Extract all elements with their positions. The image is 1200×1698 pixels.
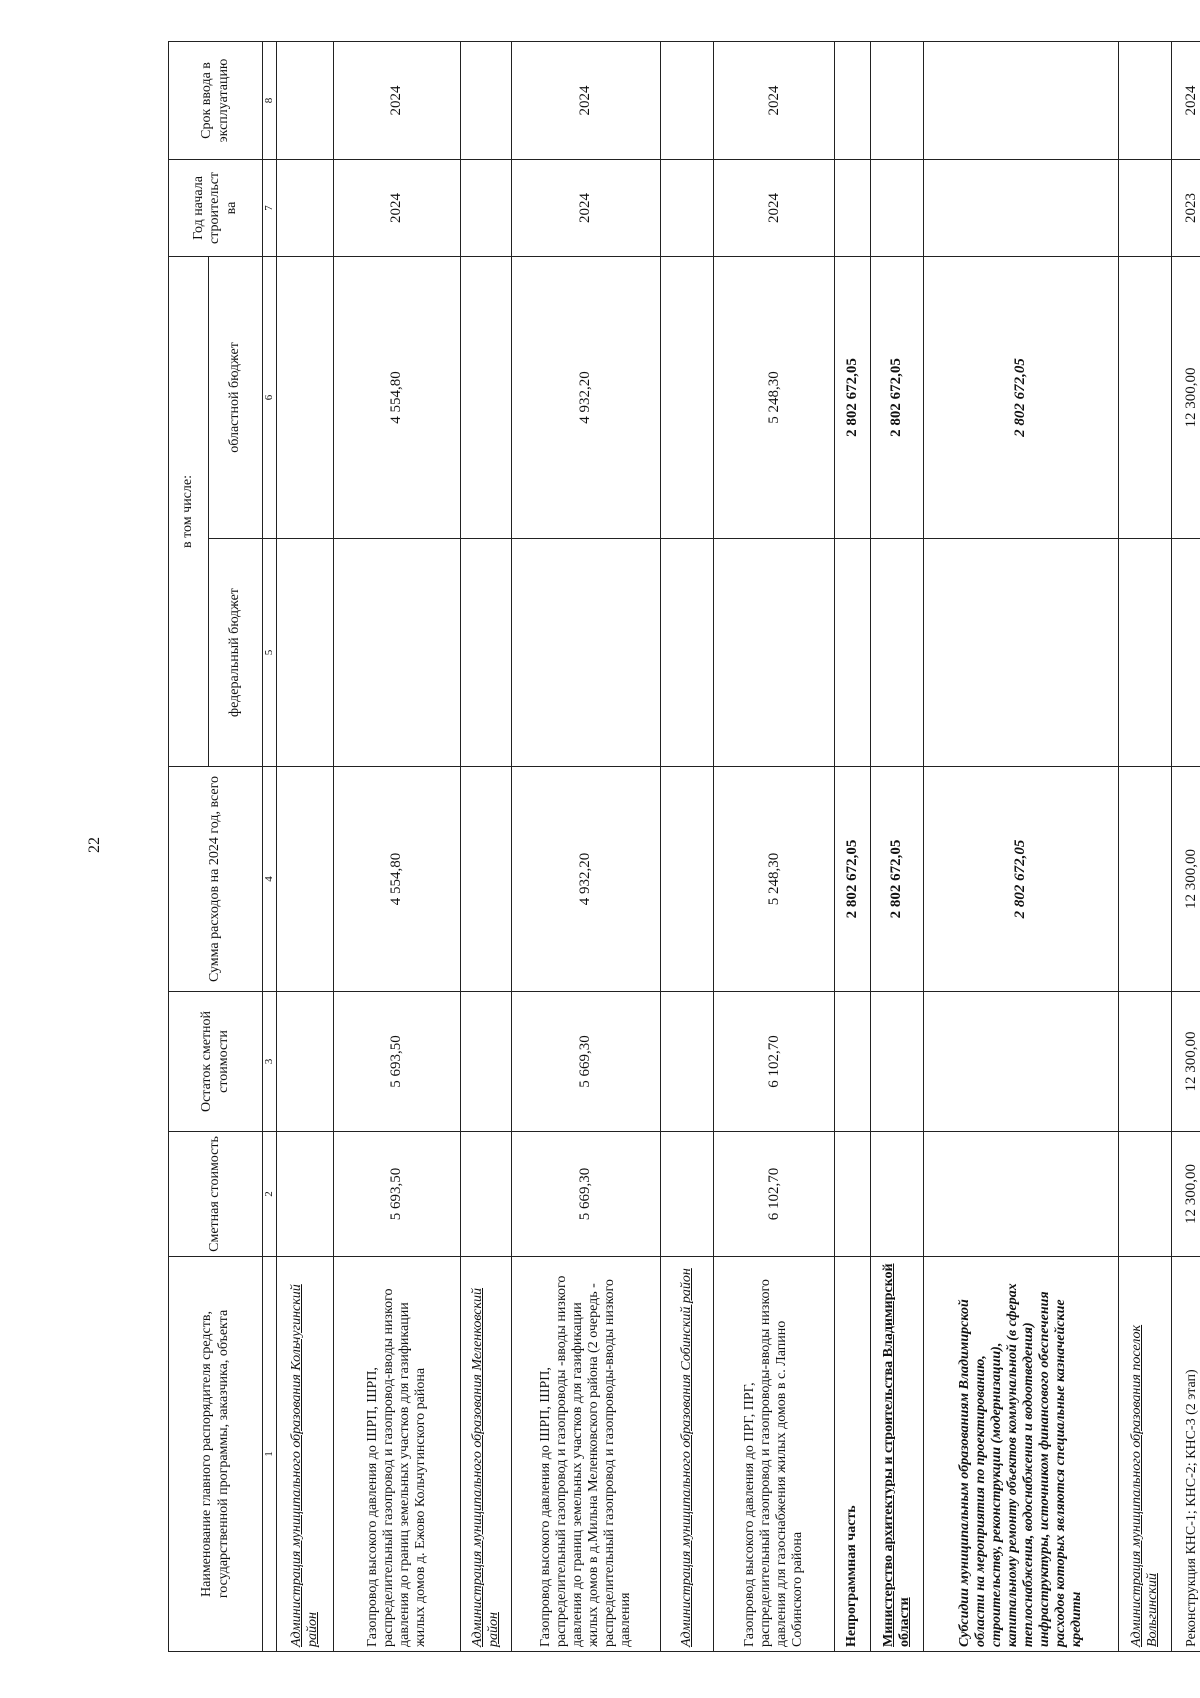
cell-regional — [1118, 256, 1171, 538]
cell-federal — [1172, 539, 1200, 767]
budget-table — [168, 41, 1200, 1652]
cell-commissioning — [461, 41, 512, 159]
column-number: 2 — [263, 1132, 277, 1257]
row-name: Газопровод высокого давления до ПРГ, ПРГ, распределительный газопровод и газопроводы-вводы низкого давления для газоснабжения жилых домов в с. Лапино Собинского района — [714, 1257, 835, 1652]
header-federal: федеральный бюджет — [209, 539, 263, 767]
cell-estimated-cost — [461, 1132, 512, 1257]
column-number: 1 — [263, 1257, 277, 1652]
header-row — [169, 41, 209, 1651]
cell-remaining-cost: 6 102,70 — [714, 992, 835, 1132]
cell-remaining-cost — [835, 992, 871, 1132]
cell-estimated-cost: 5 693,50 — [333, 1132, 460, 1257]
cell-start-year — [870, 159, 923, 256]
rotated-table-container — [168, 42, 1200, 1652]
row-name: Газопровод высокого давления до ШРП, ШРП, распределительный газопровод и газопроводы -вводы низкого давления до границ земельных участков для газификации жилых домов в д.Мильна Меленковского района (2 очередь - распределительный газопровод и газопроводы-вводы низкого давления — [511, 1257, 660, 1652]
cell-estimated-cost — [660, 1132, 713, 1257]
cell-commissioning: 2024 — [714, 41, 835, 159]
cell-commissioning — [1118, 41, 1171, 159]
cell-start-year — [1118, 159, 1171, 256]
cell-federal — [660, 539, 713, 767]
cell-estimated-cost — [835, 1132, 871, 1257]
cell-commissioning — [276, 41, 333, 159]
cell-regional: 12 300,00 — [1172, 256, 1200, 538]
row-name: Администрация муниципального образования Кольчугинский район — [276, 1257, 333, 1652]
cell-start-year: 2024 — [333, 159, 460, 256]
cell-total-2024: 4 932,20 — [511, 767, 660, 992]
cell-total-2024: 2 802 672,05 — [835, 767, 871, 992]
cell-commissioning — [660, 41, 713, 159]
row-name: Газопровод высокого давления до ШРП, ШРП, распределительный газопровод и газопровод-вводы низкого давления до границ земельных участков для газификации жилых домов д. Ежово Кольчугинского района — [333, 1257, 460, 1652]
cell-total-2024: 2 802 672,05 — [924, 767, 1119, 992]
table-row — [924, 41, 1119, 1651]
column-number: 8 — [263, 41, 277, 159]
cell-federal — [276, 539, 333, 767]
cell-regional — [660, 256, 713, 538]
cell-federal — [835, 539, 871, 767]
header-total-2024: Сумма расходов на 2024 год, всего — [169, 767, 263, 992]
cell-start-year — [660, 159, 713, 256]
cell-regional: 2 802 672,05 — [870, 256, 923, 538]
cell-estimated-cost — [276, 1132, 333, 1257]
cell-start-year — [461, 159, 512, 256]
column-number: 7 — [263, 159, 277, 256]
cell-federal — [1118, 539, 1171, 767]
cell-remaining-cost: 5 693,50 — [333, 992, 460, 1132]
column-number: 6 — [263, 256, 277, 538]
table-row — [1118, 41, 1171, 1651]
cell-estimated-cost — [924, 1132, 1119, 1257]
cell-regional: 4 932,20 — [511, 256, 660, 538]
cell-total-2024 — [276, 767, 333, 992]
cell-start-year: 2024 — [511, 159, 660, 256]
cell-commissioning: 2024 — [1172, 41, 1200, 159]
cell-regional: 2 802 672,05 — [835, 256, 871, 538]
row-name: Реконструкция КНС-1; КНС-2; КНС-3 (2 этап) — [1172, 1257, 1200, 1652]
cell-start-year — [835, 159, 871, 256]
cell-remaining-cost — [870, 992, 923, 1132]
cell-regional: 2 802 672,05 — [924, 256, 1119, 538]
cell-remaining-cost: 12 300,00 — [1172, 992, 1200, 1132]
header-commissioning: Срок ввода в эксплуатацию — [169, 41, 263, 159]
table-row — [276, 41, 333, 1651]
column-number: 3 — [263, 992, 277, 1132]
cell-start-year: 2023 — [1172, 159, 1200, 256]
cell-federal — [461, 539, 512, 767]
cell-start-year: 2024 — [714, 159, 835, 256]
table-row — [511, 41, 660, 1651]
table-row — [461, 41, 512, 1651]
cell-total-2024: 12 300,00 — [1172, 767, 1200, 992]
cell-remaining-cost: 5 669,30 — [511, 992, 660, 1132]
header-regional: областной бюджет — [209, 256, 263, 538]
table-row — [714, 41, 835, 1651]
cell-start-year — [924, 159, 1119, 256]
cell-federal — [511, 539, 660, 767]
cell-total-2024: 4 554,80 — [333, 767, 460, 992]
cell-commissioning: 2024 — [333, 41, 460, 159]
row-name: Министерство архитектуры и строительства Владимирской области — [870, 1257, 923, 1652]
table-row — [870, 41, 923, 1651]
cell-remaining-cost — [1118, 992, 1171, 1132]
cell-start-year — [276, 159, 333, 256]
column-number-row — [263, 41, 277, 1651]
table-row — [835, 41, 871, 1651]
cell-federal — [333, 539, 460, 767]
cell-remaining-cost — [276, 992, 333, 1132]
cell-estimated-cost: 12 300,00 — [1172, 1132, 1200, 1257]
header-in-total: в том числе: — [169, 256, 209, 766]
cell-federal — [924, 539, 1119, 767]
header-start-year: Год начала строительст ва — [169, 159, 263, 256]
cell-federal — [714, 539, 835, 767]
cell-regional — [461, 256, 512, 538]
cell-commissioning: 2024 — [511, 41, 660, 159]
cell-commissioning — [870, 41, 923, 159]
cell-regional: 5 248,30 — [714, 256, 835, 538]
column-number: 4 — [263, 767, 277, 992]
cell-total-2024 — [660, 767, 713, 992]
table-row — [333, 41, 460, 1651]
cell-remaining-cost — [660, 992, 713, 1132]
header-estimated-cost: Сметная стоимость — [169, 1132, 263, 1257]
row-name: Администрация муниципального образования Собинский район — [660, 1257, 713, 1652]
row-name: Администрация муниципального образования поселок Вольгинский — [1118, 1257, 1171, 1652]
cell-estimated-cost — [870, 1132, 923, 1257]
cell-total-2024 — [461, 767, 512, 992]
page-number: 22 — [86, 837, 103, 853]
cell-estimated-cost: 5 669,30 — [511, 1132, 660, 1257]
cell-federal — [870, 539, 923, 767]
row-name: Непрограммная часть — [835, 1257, 871, 1652]
header-remaining-cost: Остаток сметной стоимости — [169, 992, 263, 1132]
cell-remaining-cost — [461, 992, 512, 1132]
cell-commissioning — [835, 41, 871, 159]
table-row — [660, 41, 713, 1651]
table-row — [1172, 41, 1200, 1651]
row-name: Администрация муниципального образования Меленковский район — [461, 1257, 512, 1652]
column-number: 5 — [263, 539, 277, 767]
cell-commissioning — [924, 41, 1119, 159]
cell-total-2024: 2 802 672,05 — [870, 767, 923, 992]
cell-estimated-cost: 6 102,70 — [714, 1132, 835, 1257]
cell-estimated-cost — [1118, 1132, 1171, 1257]
cell-regional: 4 554,80 — [333, 256, 460, 538]
cell-total-2024 — [1118, 767, 1171, 992]
header-name: Наименование главного распорядителя средств, государственной программы, заказчика, объекта — [169, 1257, 263, 1652]
cell-regional — [276, 256, 333, 538]
cell-total-2024: 5 248,30 — [714, 767, 835, 992]
row-name: Субсидии муниципальным образованиям Владимирской области на мероприятия по проектированию, строительству, реконструкции (модернизации), капитальному ремонту объектов коммунальной (в сферах теплоснабжения, водоснабжения и водоотведения) инфраструктуры, источником финансового обеспечения расходов которых являются специальные казначейские кредиты — [924, 1257, 1119, 1652]
cell-remaining-cost — [924, 992, 1119, 1132]
